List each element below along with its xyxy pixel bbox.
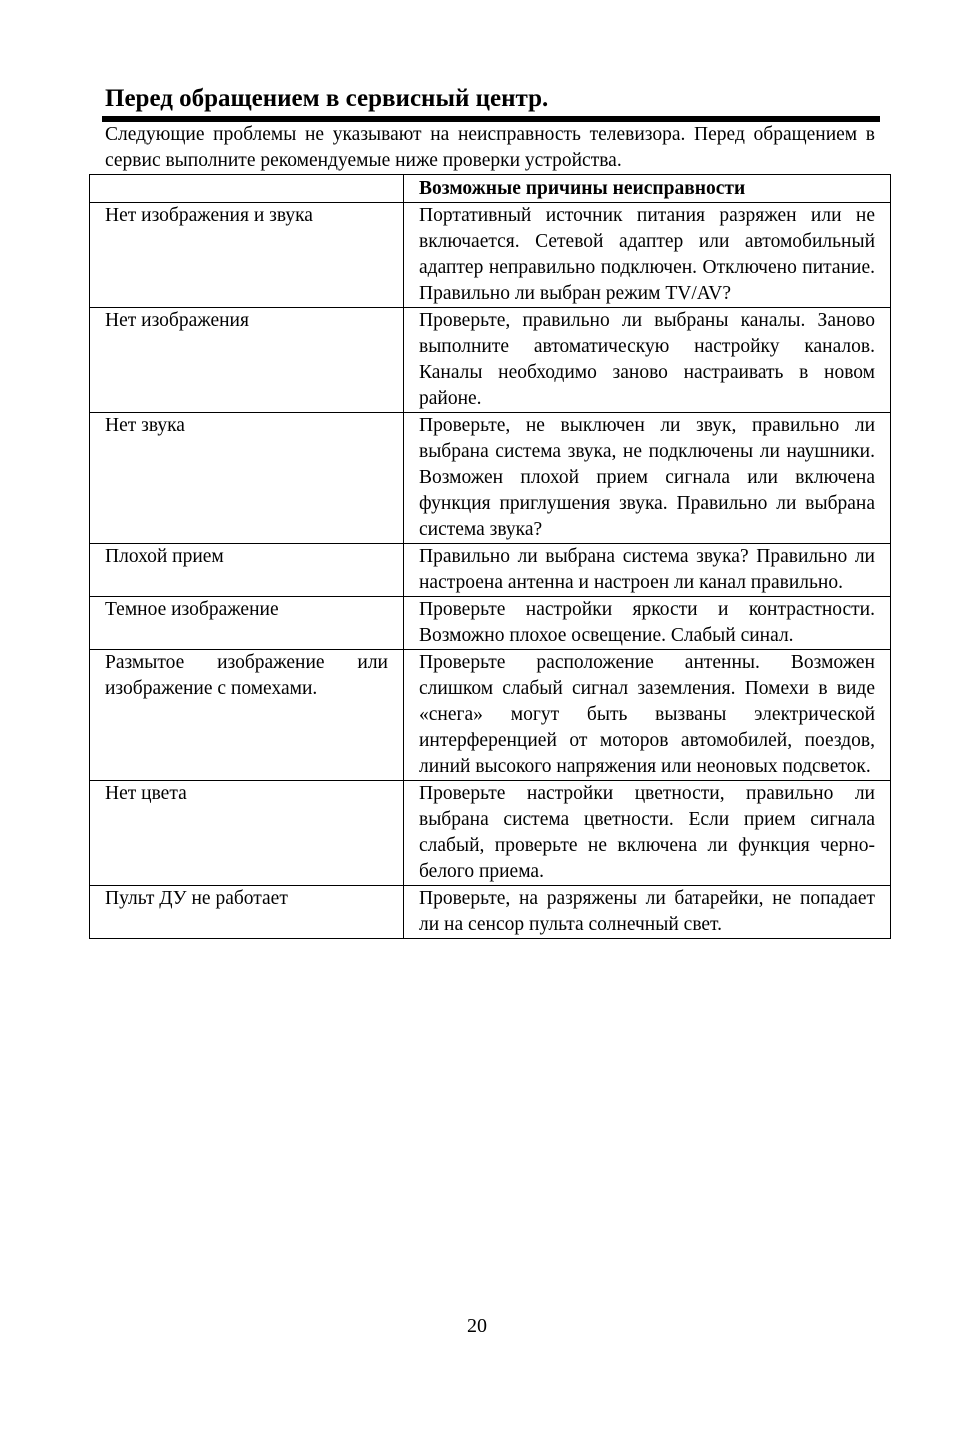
cause-cell: Проверьте, правильно ли выбраны каналы. Заново выполните автоматическую настройку каналов. Каналы необходимо заново настраивать в новом районе. bbox=[404, 308, 891, 413]
problem-cell: Размытое изображение или изображение с помехами. bbox=[90, 650, 404, 781]
page-title: Перед обращением в сервисный центр. bbox=[105, 85, 549, 112]
problem-cell: Нет изображения bbox=[90, 308, 404, 413]
problem-cell: Нет изображения и звука bbox=[90, 203, 404, 308]
table-row bbox=[90, 886, 891, 939]
cause-cell: Портативный источник питания разряжен или не включается. Сетевой адаптер или автомобильный адаптер неправильно подключен. Отключено питание. Правильно ли выбран режим TV/AV? bbox=[404, 203, 891, 308]
problem-cell: Плохой прием bbox=[90, 544, 404, 597]
cause-cell: Проверьте, не выключен ли звук, правильно ли выбрана система звука, не подключены ли наушники. Возможен плохой прием сигнала или включена функция приглушения звука. Правильно ли выбрана система звука? bbox=[404, 413, 891, 544]
table-row bbox=[90, 308, 891, 413]
page-number: 20 bbox=[467, 1315, 487, 1337]
problem-cell: Темное изображение bbox=[90, 597, 404, 650]
cause-cell: Проверьте настройки яркости и контрастности. Возможно плохое освещение. Слабый синал. bbox=[404, 597, 891, 650]
cause-cell: Проверьте настройки цветности, правильно ли выбрана система цветности. Если прием сигнала слабый, проверьте не включена ли функция черно-белого приема. bbox=[404, 781, 891, 886]
header-problem-cell bbox=[90, 175, 404, 203]
table-row bbox=[90, 650, 891, 781]
table-row bbox=[90, 781, 891, 886]
cause-cell: Проверьте, на разряжены ли батарейки, не попадает ли на сенсор пульта солнечный свет. bbox=[404, 886, 891, 939]
table-header-row bbox=[90, 175, 891, 203]
table-row bbox=[90, 413, 891, 544]
problem-cell: Нет звука bbox=[90, 413, 404, 544]
troubleshooting-table bbox=[89, 174, 891, 939]
cause-cell: Правильно ли выбрана система звука? Правильно ли настроена антенна и настроен ли канал правильно. bbox=[404, 544, 891, 597]
table-row bbox=[90, 203, 891, 308]
table-row bbox=[90, 597, 891, 650]
table-row bbox=[90, 544, 891, 597]
problem-cell: Пульт ДУ не работает bbox=[90, 886, 404, 939]
header-causes-cell: Возможные причины неисправности bbox=[404, 175, 891, 203]
cause-cell: Проверьте расположение антенны. Возможен слишком слабый сигнал заземления. Помехи в виде «снега» могут быть вызваны электрической интерференцией от моторов автомобилей, поездов, линий высокого напряжения или неоновых подсветок. bbox=[404, 650, 891, 781]
intro-paragraph: Следующие проблемы не указывают на неисправность телевизора. Перед обращением в сервис выполните рекомендуемые ниже проверки устройства. bbox=[105, 124, 875, 171]
problem-cell: Нет цвета bbox=[90, 781, 404, 886]
